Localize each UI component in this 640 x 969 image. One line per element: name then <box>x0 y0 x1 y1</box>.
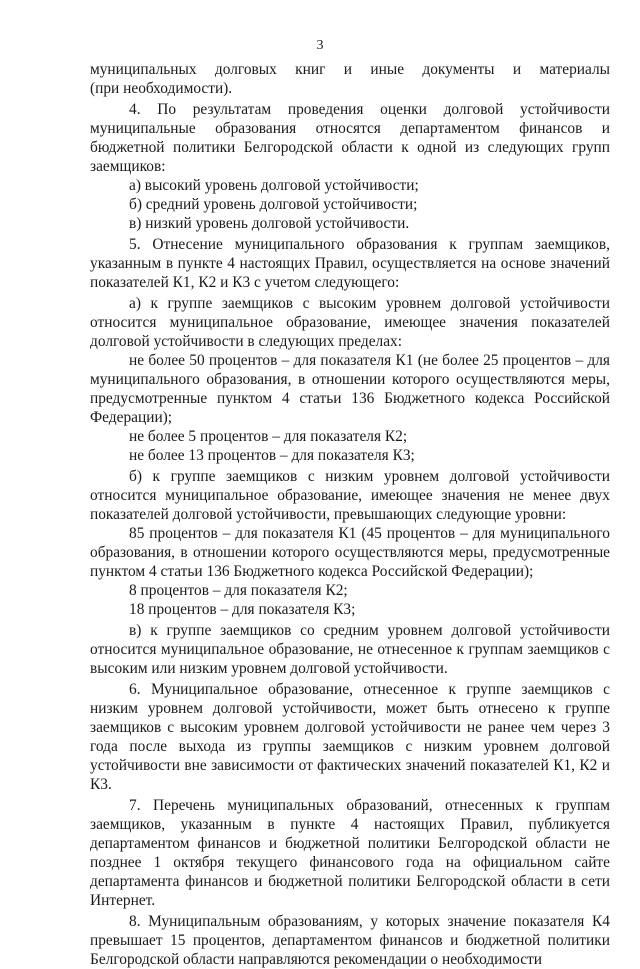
criterion-k2-high: не более 5 процентов – для показателя К2; <box>129 428 408 445</box>
paragraph-continuation-end: (при необходимости). <box>90 80 233 97</box>
paragraph-item-5: 5. Отнесение муниципального образования к группам заемщиков, указанным в пункте 4 настоящих Правил, осуществляется на основе значений показателей К1, К2 и К3 с учетом следующего: <box>90 236 610 291</box>
criterion-k2-low: 8 процентов – для показателя К2; <box>129 582 348 599</box>
paragraph-item-5c: в) к группе заемщиков со средним уровнем долговой устойчивости относится муниципальное образование, не отнесенное к группам заемщиков с высоким или низким уровнем долговой устойчивости. <box>90 622 610 677</box>
criterion-k3-low: 18 процентов – для показателя К3; <box>129 601 356 618</box>
criterion-k1-low: 85 процентов – для показателя К1 (45 процентов – для муниципального образования, в отношении которого осуществляются меры, предусмотренные пунктом 4 статьи 136 Бюджетного кодекса Российской Федерации); <box>90 525 610 580</box>
paragraph-item-8: 8. Муниципальным образованиям, у которых значение показателя К4 превышает 15 процентов, департаментом финансов и бюджетной политики Белгородской области направляются рекомендации о необходимости <box>90 913 610 968</box>
paragraph-item-5a: а) к группе заемщиков с высоким уровнем долговой устойчивости относится муниципальное образование, имеющее значения показателей долговой устойчивости в следующих пределах: <box>90 295 610 350</box>
page-number: 3 <box>316 38 324 53</box>
paragraph-item-6: 6. Муниципальное образование, отнесенное к группе заемщиков с низким уровнем долговой устойчивости, может быть отнесено к группе заемщиков с высоким уровнем долговой устойчивости не ранее чем через 3 года после выхода из группы заемщиков с низким уровнем долговой устойчивости вне зависимости от фактических значений показателей К1, К2 и К3. <box>90 681 610 793</box>
list-item-high: а) высокий уровень долговой устойчивости; <box>129 177 419 194</box>
paragraph-item-5b: б) к группе заемщиков с низким уровнем долговой устойчивости относится муниципальное образование, имеющее значения не менее двух показателей долговой устойчивости, превышающих следующие уровни: <box>90 468 610 523</box>
document-body <box>90 60 610 969</box>
paragraph-item-4: 4. По результатам проведения оценки долговой устойчивости муниципальные образования относятся департаментом финансов и бюджетной политики Белгородской области к одной из следующих групп заемщиков: <box>90 101 610 175</box>
paragraph-continuation: муниципальных долговых книг и иные документы и материалы <box>90 61 610 78</box>
list-item-medium: б) средний уровень долговой устойчивости; <box>129 196 418 213</box>
criterion-k1-high: не более 50 процентов – для показателя К1 (не более 25 процентов – для муниципального образования, в отношении которого осуществляются меры, предусмотренные пунктом 4 статьи 136 Бюджетного кодекса Российской Федерации); <box>90 352 610 426</box>
criterion-k3-high: не более 13 процентов – для показателя К3; <box>129 447 415 464</box>
list-item-low: в) низкий уровень долговой устойчивости. <box>129 215 410 232</box>
paragraph-item-7: 7. Перечень муниципальных образований, отнесенных к группам заемщиков, указанным в пункте 4 настоящих Правил, публикуется департаментом финансов и бюджетной политики Белгородской области не позднее 1 октября текущего финансового года на официальном сайте департамента финансов и бюджетной политики Белгородской области в сети Интернет. <box>90 797 610 909</box>
